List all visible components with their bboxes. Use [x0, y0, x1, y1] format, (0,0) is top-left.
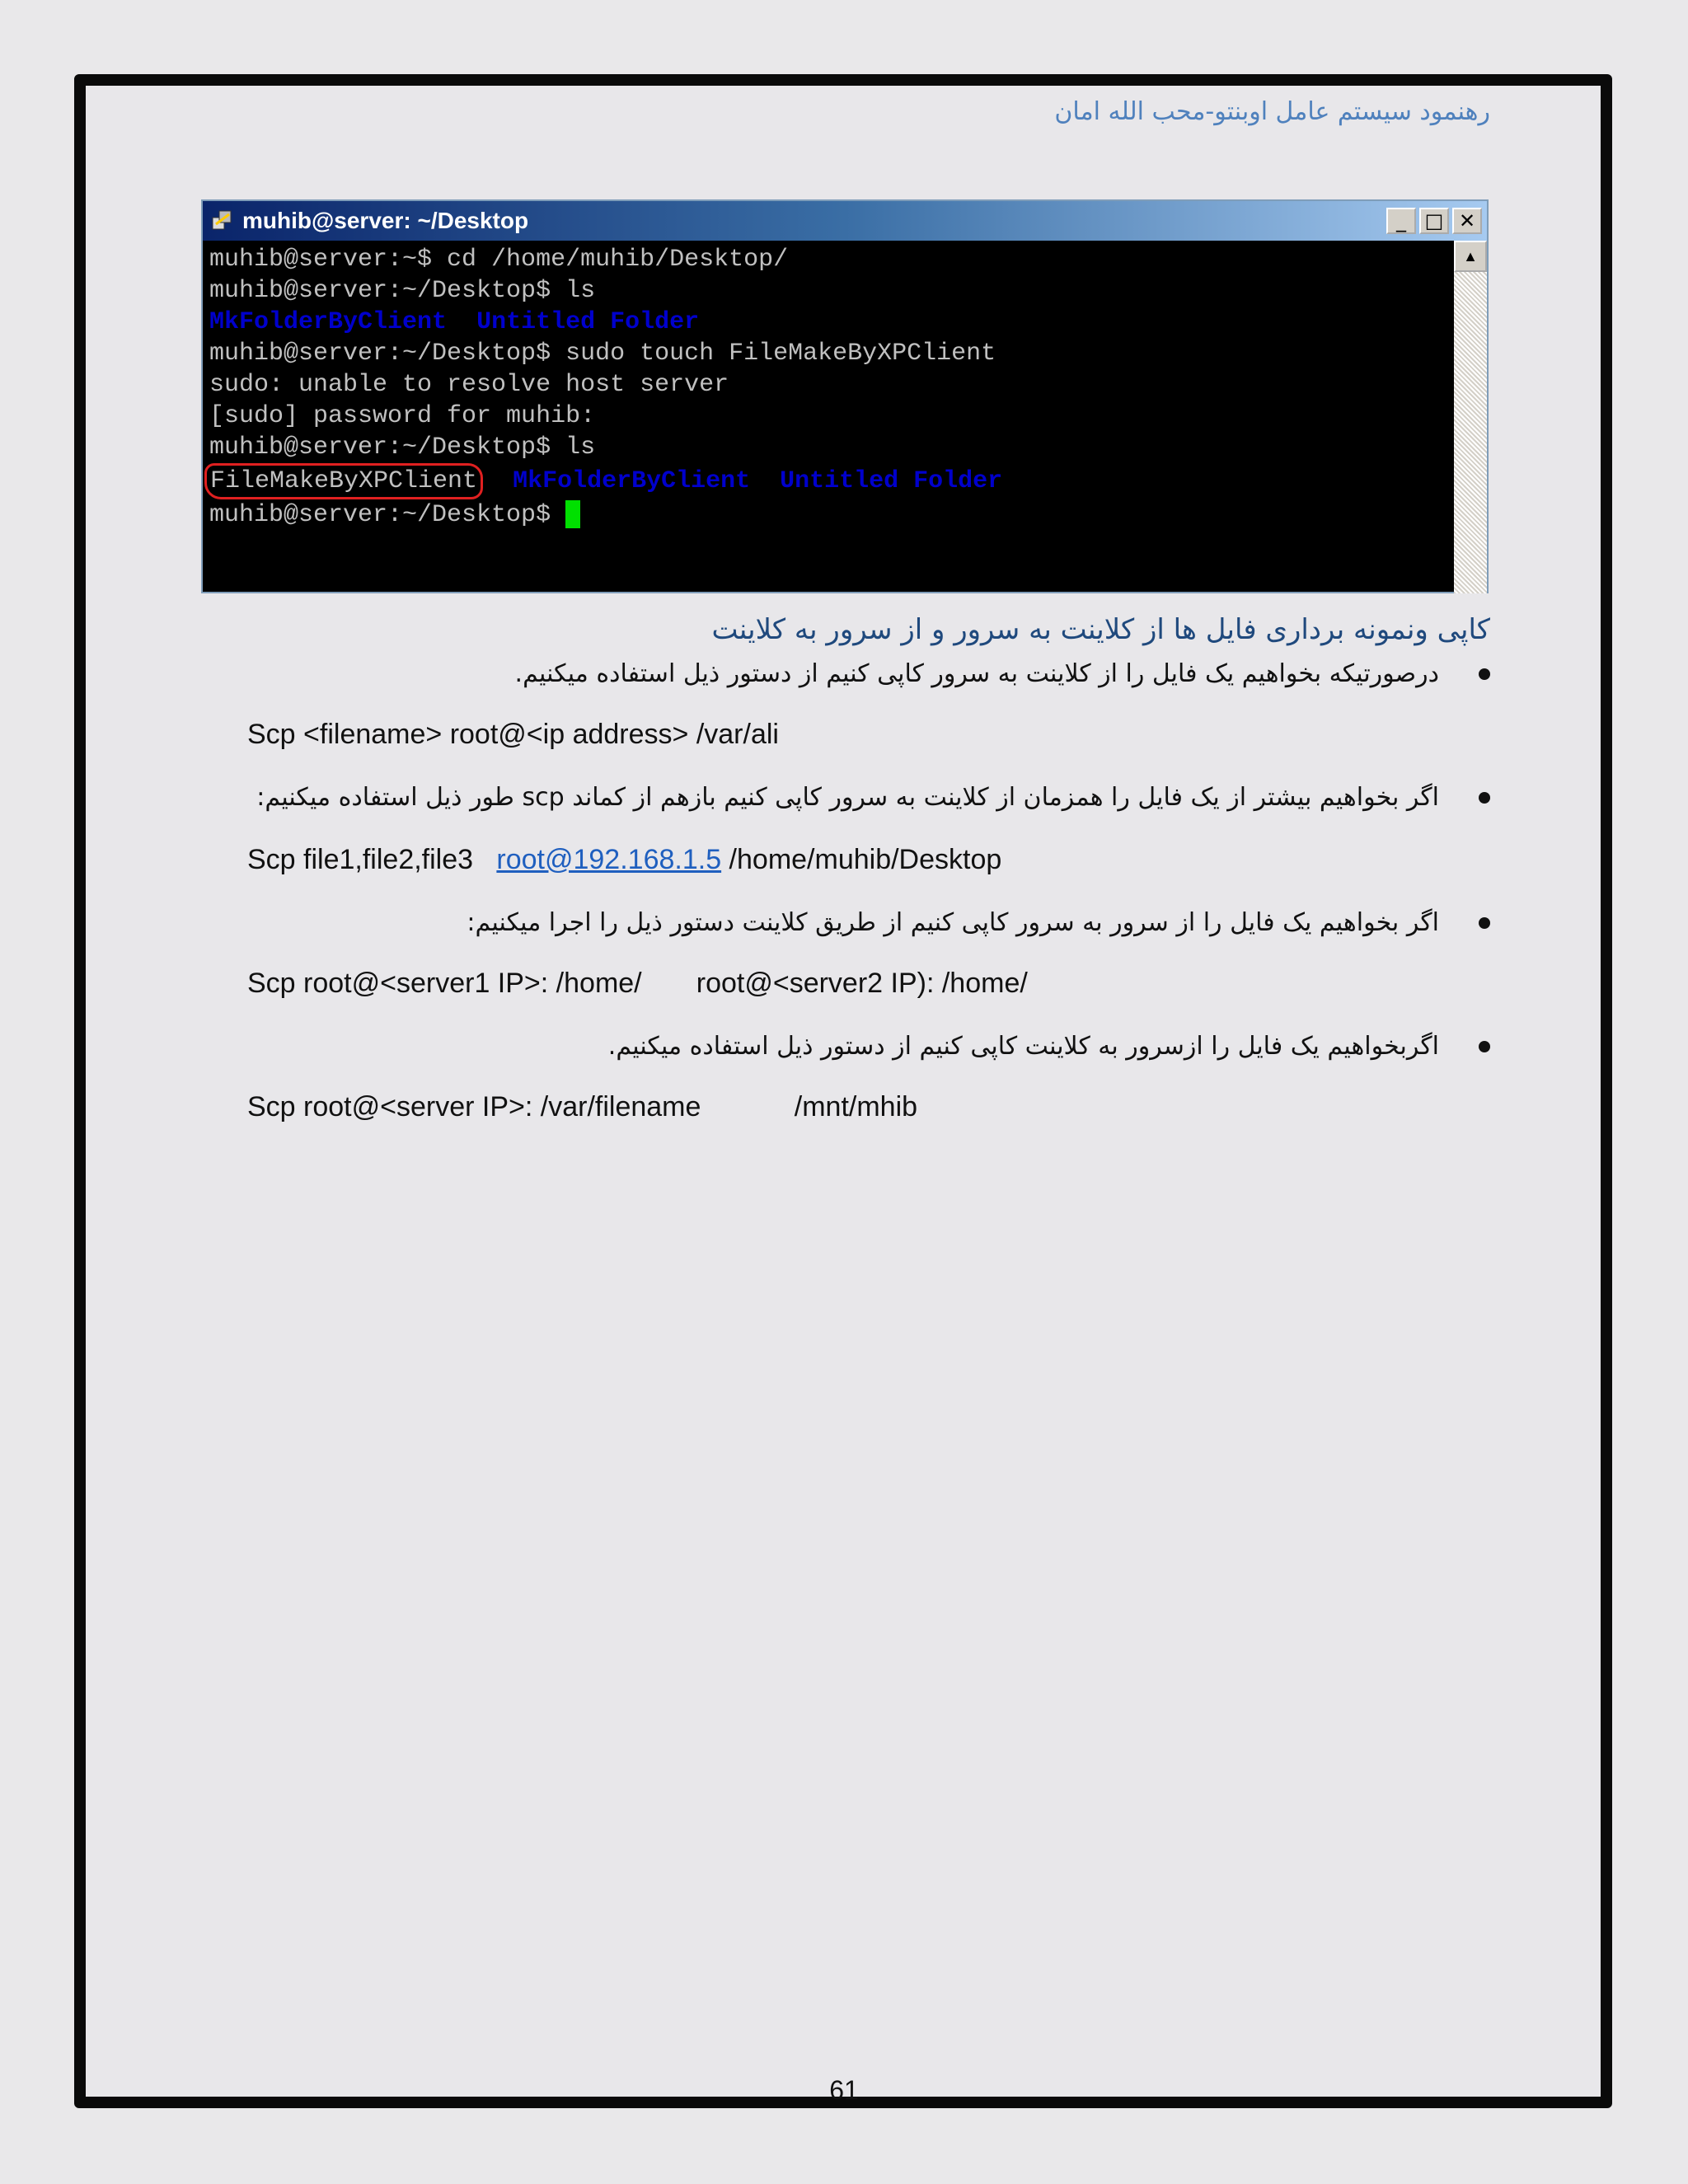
maximize-button[interactable]: □	[1419, 208, 1449, 234]
list-item	[467, 908, 1490, 937]
close-button[interactable]: ✕	[1452, 208, 1482, 234]
list-item-text: اگر بخواهیم بیشتر از یک فایل را همزمان از کلاینت به سرور کاپی کنیم بازهم از کماند scp طور ذیل استفاده میکنیم:	[256, 783, 1439, 812]
terminal-prompt: muhib@server:~/Desktop$	[209, 501, 566, 529]
terminal-line: muhib@server:~/Desktop$ ls	[209, 434, 596, 462]
terminal-window	[201, 199, 1489, 593]
terminal-output	[209, 244, 1002, 531]
terminal-listing	[209, 463, 1002, 499]
highlighted-file-entry: FileMakeByXPClient	[204, 463, 483, 499]
terminal-body[interactable]	[203, 241, 1487, 593]
terminal-line: sudo: unable to resolve host server	[209, 371, 729, 399]
minimize-button[interactable]: _	[1386, 208, 1416, 234]
terminal-line: muhib@server:~/Desktop$ sudo touch FileMakeByXPClient	[209, 340, 996, 368]
folder-entry: Untitled Folder	[780, 467, 1003, 495]
command-text: Scp file1,file2,file3	[247, 844, 497, 875]
terminal-line: muhib@server:~$ cd /home/muhib/Desktop/	[209, 246, 789, 274]
list-item-text: درصورتیکه بخواهیم یک فایل را از کلاینت به سرور کاپی کنیم از دستور ذیل استفاده میکنیم.	[514, 659, 1439, 688]
terminal-title: muhib@server: ~/Desktop	[242, 208, 529, 233]
bullet-icon	[1479, 668, 1490, 680]
terminal-cursor	[565, 500, 580, 528]
putty-icon	[209, 209, 236, 233]
terminal-titlebar[interactable]	[203, 201, 1487, 241]
list-item	[515, 659, 1490, 688]
folder-entry: MkFolderByClient	[209, 308, 448, 336]
folder-entry: MkFolderByClient	[513, 467, 751, 495]
terminal-prompt-line	[209, 499, 1002, 531]
list-item-text: اگربخواهیم یک فایل را ازسرور به کلاینت کاپی کنیم از دستور ذیل استفاده میکنیم.	[607, 1032, 1439, 1061]
page-number: 61	[829, 2075, 859, 2105]
terminal-line: muhib@server:~/Desktop$ ls	[209, 277, 596, 305]
section-title: کاپی ونمونه برداری فایل ها از کلاینت به سرور و از سرور به کلاینت	[711, 613, 1490, 646]
command-line: Scp <filename> root@<ip address> /var/ali	[247, 719, 779, 750]
list-item-text: اگر بخواهیم یک فایل را از سرور به سرور کاپی کنیم از طریق کلاینت دستور ذیل را اجرا میکنیم:	[467, 908, 1439, 937]
email-link[interactable]: root@192.168.1.5	[496, 844, 722, 875]
command-line: Scp root@<server IP>: /var/filename /mnt/mhib	[247, 1091, 918, 1122]
list-item	[256, 783, 1490, 812]
command-line	[247, 844, 1001, 876]
terminal-line: [sudo] password for muhib:	[209, 402, 596, 430]
running-header: رهنمود سیستم عامل اوبنتو-محب الله امان	[1054, 97, 1490, 126]
window-controls	[1386, 208, 1482, 234]
vertical-scrollbar[interactable]	[1454, 241, 1487, 593]
scroll-up-arrow-icon[interactable]: ▲	[1454, 241, 1487, 272]
bullet-icon	[1479, 1041, 1490, 1052]
command-line: Scp root@<server1 IP>: /home/ root@<server2 IP): /home/	[247, 968, 1028, 999]
bullet-icon	[1479, 917, 1490, 929]
bullet-icon	[1479, 792, 1490, 804]
list-item	[608, 1032, 1490, 1061]
command-text: /home/muhib/Desktop	[721, 844, 1002, 875]
terminal-listing	[209, 307, 1002, 338]
folder-entry: Untitled Folder	[476, 308, 700, 336]
